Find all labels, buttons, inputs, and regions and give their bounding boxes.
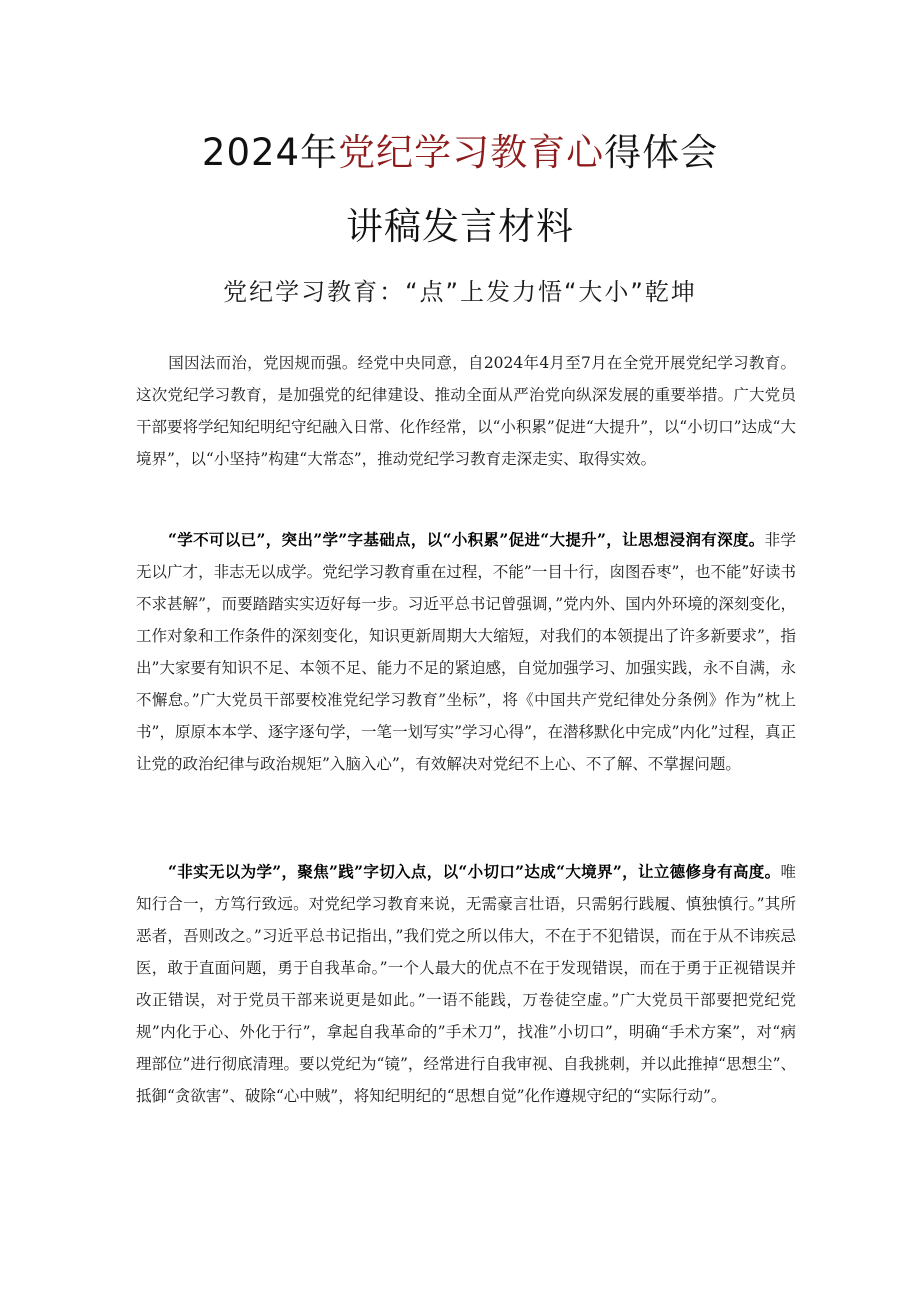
paragraph-intro-body: 国因法而治，党因规而强。经党中央同意，自2024年4月至7月在全党开展党纪学习教育。这次党纪学习教育，是加强党的纪律建设、推动全面从严治党向纵深发展的重要举措。广大党员干部要将学纪知纪明纪守纪融入日常、化作经常，以“小积累”促进“大提升”，以“小切口”达成“大境界”，以“小坚持”构建“大常态”，推动党纪学习教育走深走实、取得实效。: [136, 354, 796, 468]
title-tail: 得体会: [604, 131, 719, 174]
document-title-line-2: 讲稿发言材料: [346, 205, 574, 248]
paragraph-practice-heading: “非实无以为学”，聚焦”践”字切入点，以“小切口”达成“大境界”，让立德修身有高度。: [168, 862, 781, 881]
paragraph-practice: [136, 856, 796, 1112]
title-highlight: 党纪学习教育心: [338, 131, 605, 174]
paragraph-study: [136, 524, 796, 780]
paragraph-study-heading: “学不可以已”，突出”学”字基础点，以“小积累”促进“大提升”，让思想浸润有深度。: [168, 530, 765, 549]
title-year: 2024年: [201, 131, 339, 174]
paragraph-practice-body: 唯知行合一，方笃行致远。对党纪学习教育来说，无需豪言壮语，只需躬行践履、慎独慎行。”其所恶者，吾则改之。”习近平总书记指出，”我们党之所以伟大，不在于不犯错误，而在于从不讳疾忌医，敢于直面问题，勇于自我革命。”一个人最大的优点不在于发现错误，而在于勇于正视错误并改正错误，对于党员干部来说更是如此。”一语不能践，万卷徒空虚。”广大党员干部要把党纪党规”内化于心、外化于行”，拿起自我革命的”手术刀”，找准”小切口”，明确“手术方案”，对“病理部位”进行彻底清理。要以党纪为“镜”，经常进行自我审视、自我挑刺，并以此推掉“思想尘”、抵御“贪欲害”、破除“心中贼”，将知纪明纪的“思想自觉”化作遵规守纪的“实际行动”。: [136, 863, 796, 1105]
paragraph-intro: [136, 347, 796, 475]
paragraph-study-body: 非学无以广才，非志无以成学。党纪学习教育重在过程，不能”一目十行，囱图吞枣”，也不能”好读书不求甚解”，而要踏踏实实迈好每一步。习近平总书记曾强调，”党内外、国内外环境的深刻变化，工作对象和工作条件的深刻变化，知识更新周期大大缩短，对我们的本领提出了许多新要求”，指出”大家要有知识不足、本领不足、能力不足的紧迫感，自觉加强学习、加强实践，永不自满，永不懈怠。”广大党员干部要校准党纪学习教育”坐标”，将《中国共产党纪律处分条例》作为”枕上书”，原原本本学、逐字逐句学，一笔一划写实”学习心得”，在潜移默化中完成”内化”过程，真正让党的政治纪律与政治规矩”入脑入心”，有效解决对党纪不上心、不了解、不掌握问题。: [136, 531, 796, 773]
document-subtitle: 党纪学习教育：“点”上发力悟“大小”乾坤: [223, 278, 697, 306]
document-title-line-1: [0, 122, 920, 176]
